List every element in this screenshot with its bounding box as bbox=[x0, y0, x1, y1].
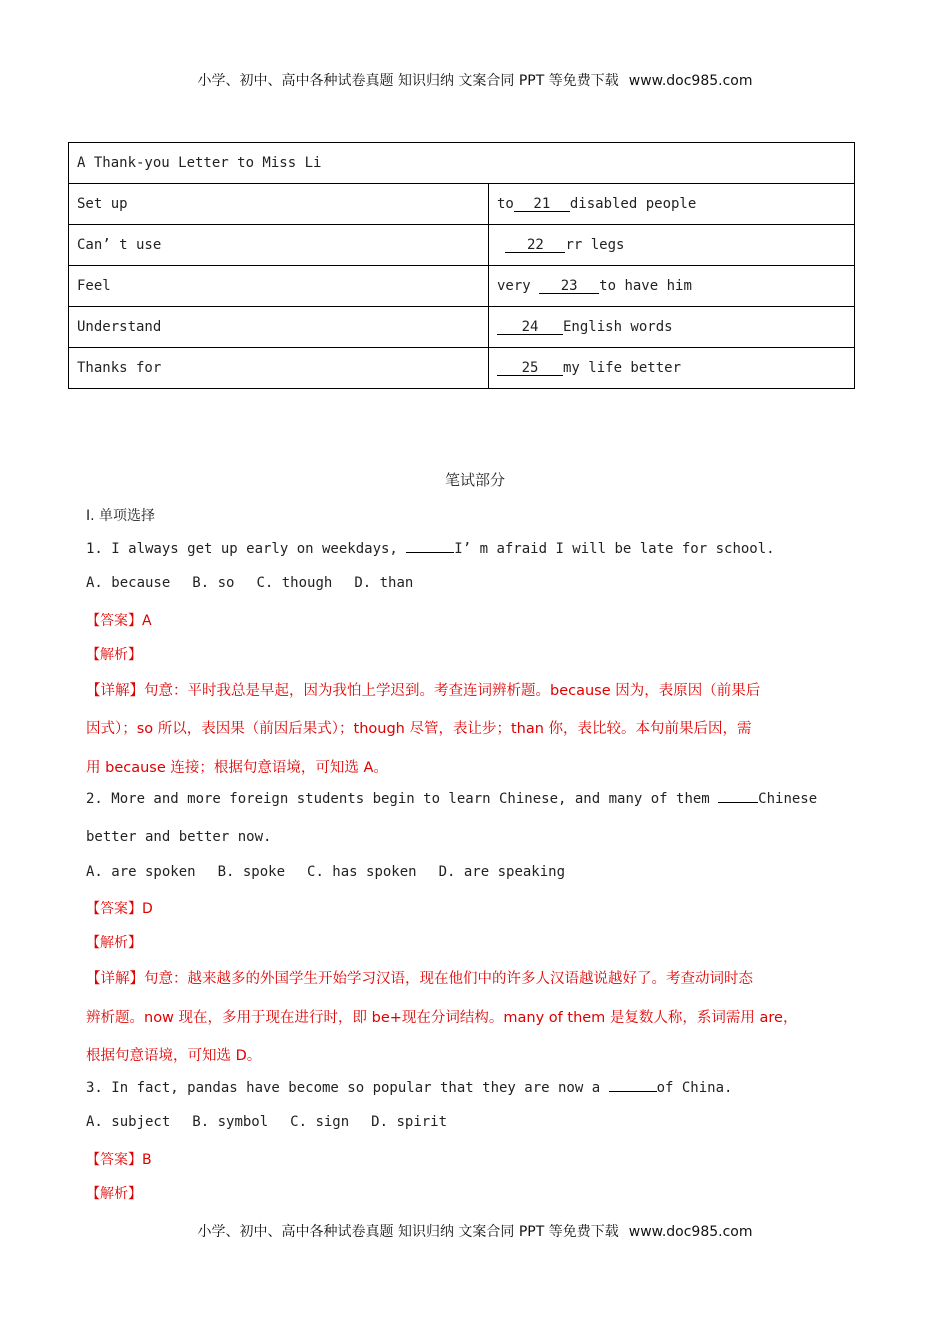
option-d: D. are speaking bbox=[438, 864, 566, 880]
row-content bbox=[489, 307, 855, 348]
option-c: C. though bbox=[256, 575, 333, 591]
q2-analysis-label: 【解析】 bbox=[86, 935, 142, 951]
option-a: A. subject bbox=[86, 1114, 171, 1130]
q1-analysis-label: 【解析】 bbox=[86, 647, 142, 663]
question-3-options bbox=[86, 1114, 469, 1130]
header-banner bbox=[0, 70, 950, 90]
table-row bbox=[69, 225, 855, 266]
row-label: Thanks for bbox=[69, 348, 489, 389]
row-post: rr legs bbox=[565, 237, 625, 253]
header-site-link[interactable]: www.doc985.com bbox=[628, 73, 753, 89]
option-c: C. has spoken bbox=[307, 864, 417, 880]
option-d: D. than bbox=[354, 575, 414, 591]
blank-number: 25 bbox=[497, 361, 563, 376]
option-b: B. spoke bbox=[217, 864, 286, 880]
q1-detail-line-1: 【详解】句意：平时我总是早起，因为我怕上学迟到。考查连词辨析题。because 因为，表原因（前果后 bbox=[86, 683, 761, 699]
q1-detail-line-3: 用 because 连接；根据句意语境，可知选 A。 bbox=[86, 760, 388, 776]
answer-blank bbox=[609, 1079, 657, 1092]
q2-stem-b: Chinese bbox=[758, 791, 818, 807]
option-b: B. so bbox=[192, 575, 235, 591]
q1-stem-b: I’ m afraid I will be late for school. bbox=[454, 541, 775, 557]
question-1-stem bbox=[86, 540, 775, 557]
row-pre: very bbox=[497, 278, 540, 294]
row-post: disabled people bbox=[569, 196, 697, 212]
q1-stem-a: 1. I always get up early on weekdays, bbox=[86, 541, 407, 557]
answer-blank bbox=[718, 790, 758, 803]
footer-banner bbox=[0, 1221, 950, 1241]
row-content bbox=[489, 266, 855, 307]
row-post: to have him bbox=[599, 278, 692, 294]
row-content bbox=[489, 348, 855, 389]
answer-blank bbox=[406, 540, 454, 553]
row-label: Can’ t use bbox=[69, 225, 489, 266]
option-b: B. symbol bbox=[192, 1114, 269, 1130]
blank-number: 23 bbox=[539, 279, 599, 294]
q3-analysis-label: 【解析】 bbox=[86, 1186, 142, 1202]
q2-answer: 【答案】D bbox=[86, 901, 153, 917]
row-pre: to bbox=[497, 196, 514, 212]
q1-detail-line-2: 因式）；so 所以，表因果（前因后果式）；though 尽管，表让步；than 你，表比较。本句前果后因，需 bbox=[86, 721, 752, 737]
q3-stem-a: 3. In fact, pandas have become so popular that they are now a bbox=[86, 1080, 609, 1096]
option-a: A. because bbox=[86, 575, 171, 591]
table-row bbox=[69, 266, 855, 307]
q2-stem-a: 2. More and more foreign students begin to learn Chinese, and many of them bbox=[86, 791, 719, 807]
option-d: D. spirit bbox=[371, 1114, 448, 1130]
section-title: 笔试部分 bbox=[444, 471, 505, 489]
q3-answer: 【答案】B bbox=[86, 1152, 152, 1168]
thank-you-letter-table bbox=[68, 142, 855, 389]
table-row bbox=[69, 184, 855, 225]
row-content bbox=[489, 225, 855, 266]
q2-detail-line-1: 【详解】句意：越来越多的外国学生开始学习汉语，现在他们中的许多人汉语越说越好了。考查动词时态 bbox=[86, 971, 753, 987]
footer-text: 小学、初中、高中各种试卷真题 知识归纳 文案合同 PPT 等免费下载 bbox=[197, 1224, 619, 1240]
question-3-stem bbox=[86, 1079, 732, 1096]
blank-number: 21 bbox=[514, 197, 570, 212]
row-post: my life better bbox=[563, 360, 682, 376]
part-title: I. 单项选择 bbox=[86, 508, 156, 524]
question-1-options bbox=[86, 575, 435, 591]
q1-answer: 【答案】A bbox=[86, 613, 152, 629]
footer-site-link[interactable]: www.doc985.com bbox=[628, 1224, 753, 1240]
table-title: A Thank-you Letter to Miss Li bbox=[69, 143, 855, 184]
row-post: English words bbox=[563, 319, 673, 335]
blank-number: 24 bbox=[497, 320, 563, 335]
q3-stem-b: of China. bbox=[656, 1080, 733, 1096]
blank-number: 22 bbox=[505, 238, 565, 253]
option-a: A. are spoken bbox=[86, 864, 196, 880]
table-row bbox=[69, 307, 855, 348]
option-c: C. sign bbox=[290, 1114, 350, 1130]
row-content bbox=[489, 184, 855, 225]
q2-detail-line-2: 辨析题。now 现在，多用于现在进行时，即 be+现在分词结构。many of them 是复数人称，系词需用 are， bbox=[86, 1010, 798, 1026]
row-label: Feel bbox=[69, 266, 489, 307]
q2-detail-line-3: 根据句意语境，可知选 D。 bbox=[86, 1048, 262, 1064]
question-2-options bbox=[86, 864, 587, 880]
row-label: Set up bbox=[69, 184, 489, 225]
table-row bbox=[69, 348, 855, 389]
question-2-stem-cont: better and better now. bbox=[86, 829, 272, 845]
header-text: 小学、初中、高中各种试卷真题 知识归纳 文案合同 PPT 等免费下载 bbox=[197, 73, 619, 89]
question-2-stem bbox=[86, 790, 817, 807]
row-label: Understand bbox=[69, 307, 489, 348]
